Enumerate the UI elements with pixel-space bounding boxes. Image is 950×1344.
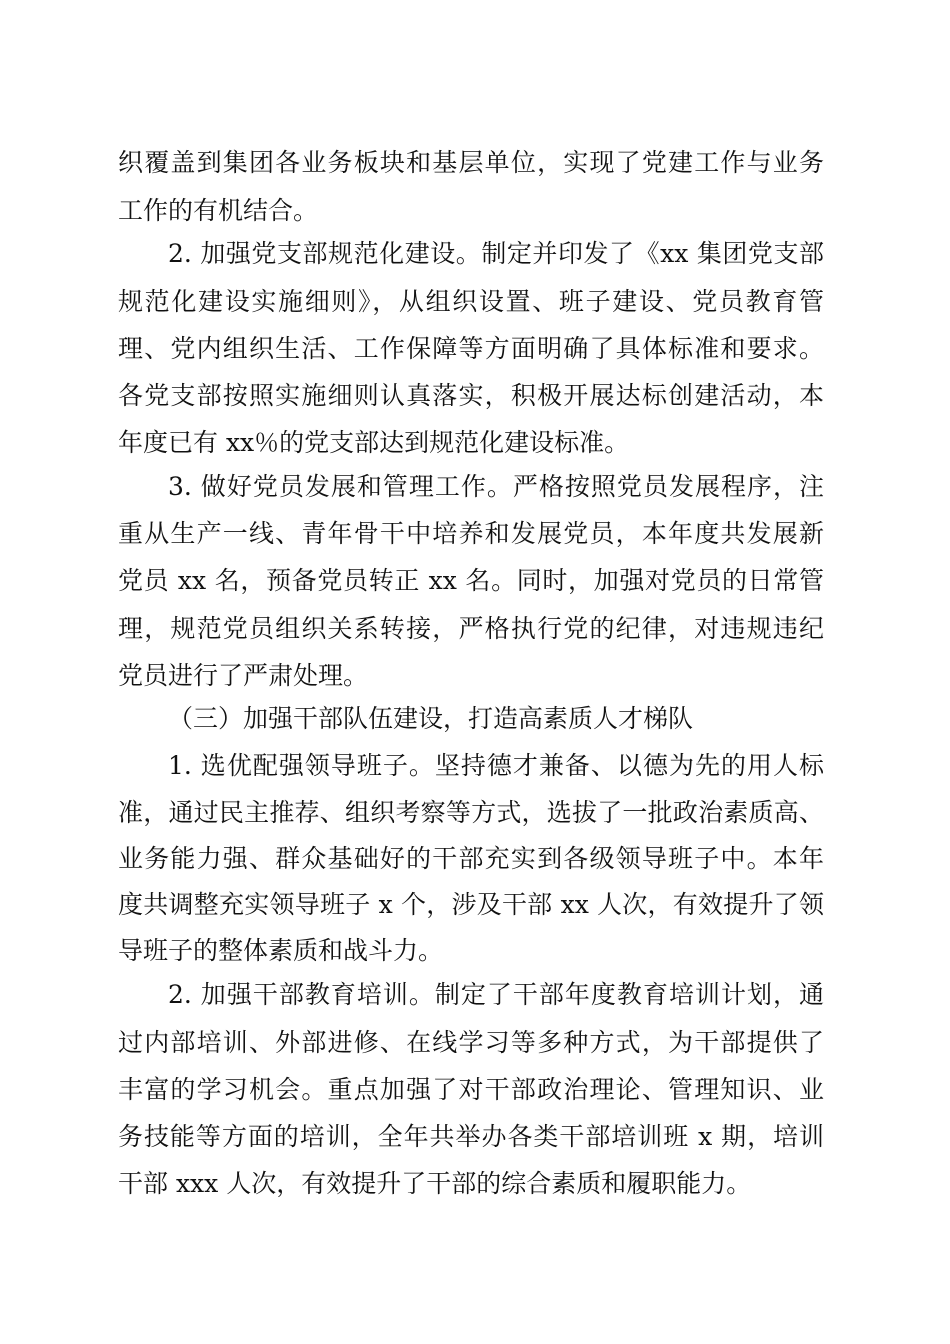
text-line: 工作的有机结合。 <box>118 196 319 225</box>
text-line: 党员进行了严肃处理。 <box>118 661 369 690</box>
text-line: 理，规范党员组织关系转接，严格执行党的纪律，对违规违纪 <box>118 614 824 643</box>
text-line: 党员 xx 名，预备党员转正 xx 名。同时，加强对党员的日常管 <box>118 566 824 595</box>
text-line: 织覆盖到集团各业务板块和基层单位，实现了党建工作与业务 <box>118 148 824 177</box>
paragraph-start-line: 1. 选优配强领导班子。坚持德才兼备、以德为先的用人标 <box>168 751 824 780</box>
text-line: 各党支部按照实施细则认真落实，积极开展达标创建活动，本 <box>118 381 824 410</box>
paragraph-start-line: 2. 加强党支部规范化建设。制定并印发了《xx 集团党支部 <box>168 239 824 268</box>
text-line: 过内部培训、外部进修、在线学习等多种方式，为干部提供了 <box>118 1028 824 1057</box>
text-line: 务技能等方面的培训，全年共举办各类干部培训班 x 期，培训 <box>118 1122 824 1151</box>
paragraph-start-line: 3. 做好党员发展和管理工作。严格按照党员发展程序，注 <box>168 472 824 501</box>
text-line: 导班子的整体素质和战斗力。 <box>118 936 444 965</box>
text-line: 丰富的学习机会。重点加强了对干部政治理论、管理知识、业 <box>118 1075 824 1104</box>
text-line: 业务能力强、群众基础好的干部充实到各级领导班子中。本年 <box>118 844 824 873</box>
text-line: 规范化建设实施细则》，从组织设置、班子建设、党员教育管 <box>118 287 824 316</box>
text-line: 年度已有 xx％的党支部达到规范化建设标准。 <box>118 428 630 457</box>
text-line: 重从生产一线、青年骨干中培养和发展党员，本年度共发展新 <box>118 519 824 548</box>
text-line: 准，通过民主推荐、组织考察等方式，选拔了一批政治素质高、 <box>118 798 824 827</box>
section-heading: （三）加强干部队伍建设，打造高素质人才梯队 <box>168 704 694 733</box>
text-line: 理、党内组织生活、工作保障等方面明确了具体标准和要求。 <box>118 334 824 363</box>
text-line: 度共调整充实领导班子 x 个，涉及干部 xx 人次，有效提升了领 <box>118 890 824 919</box>
text-line: 干部 xxx 人次，有效提升了干部的综合素质和履职能力。 <box>118 1169 752 1198</box>
paragraph-start-line: 2. 加强干部教育培训。制定了干部年度教育培训计划，通 <box>168 980 824 1009</box>
